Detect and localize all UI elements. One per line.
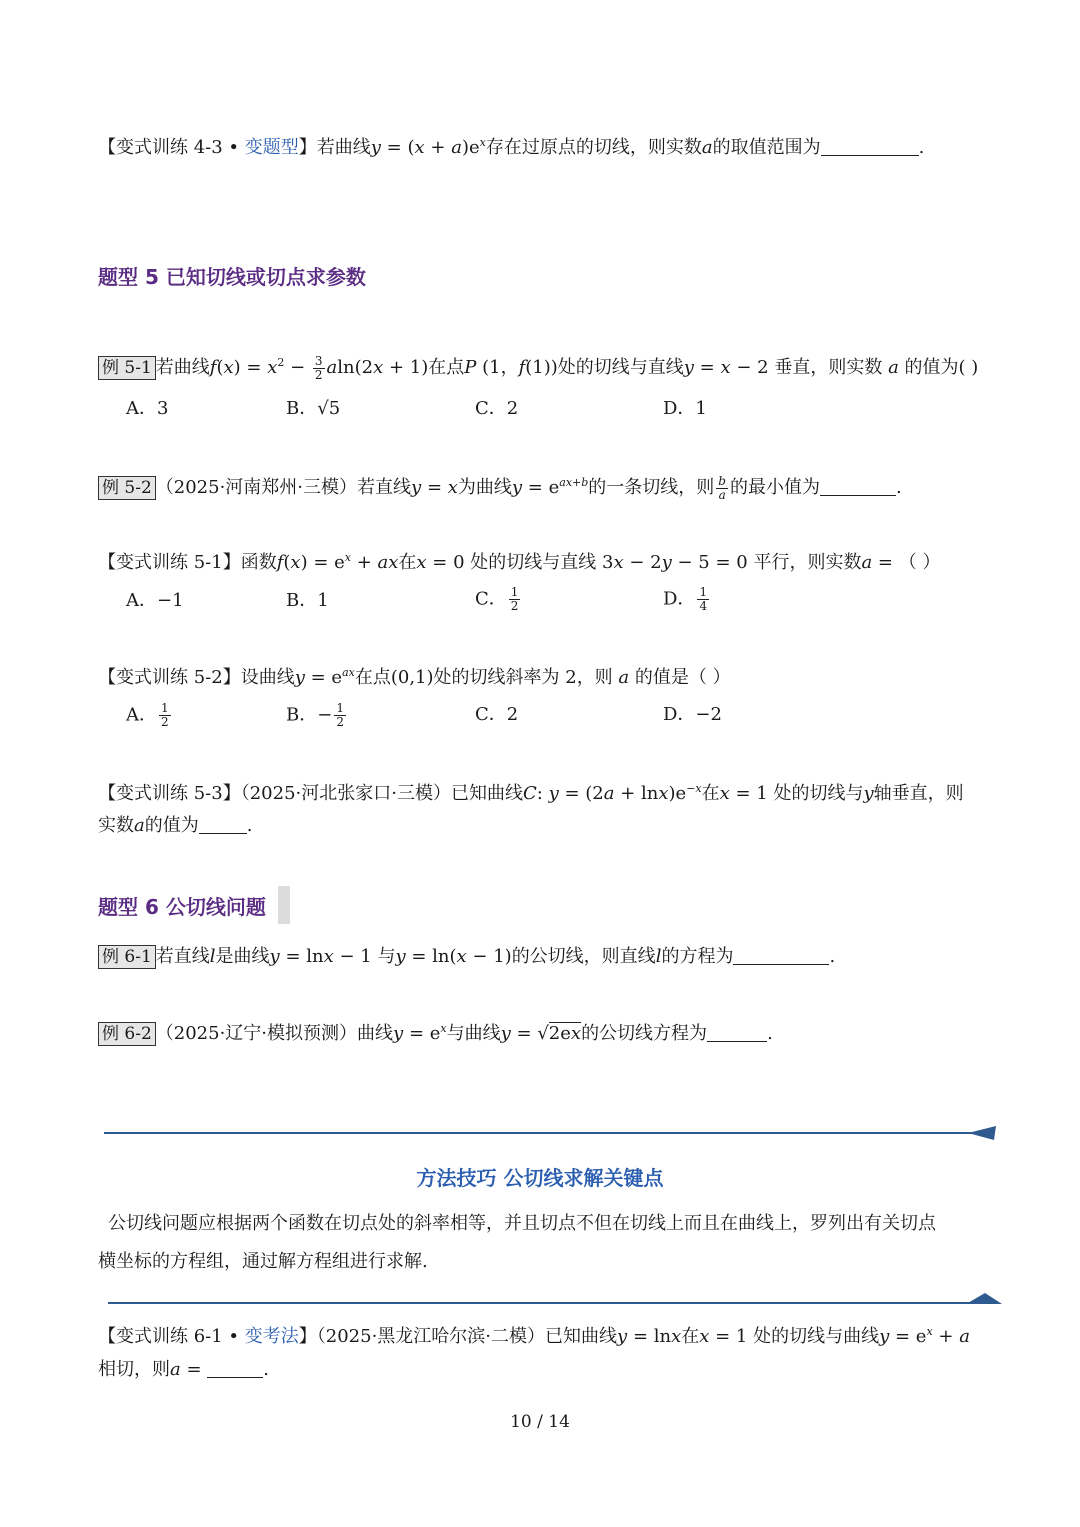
option-c: C．2 [475,398,519,419]
option-a: A． $\frac{1}{2}$ [126,701,169,729]
example-tag: 例 6-1 [98,945,156,969]
example-5-1: 例 5-1 若曲线$f(x) = x^2$ − $\frac{3}{2}$ aln(2x + 1)在点P (1，f(1))处的切线与直线y = x − 2 垂直，则实数 a 的值为( ) [98,350,978,382]
option-c: C．2 [475,704,519,725]
triangle-marker-icon [966,1292,1004,1306]
exercise-5-3-line2: 实数a的值为 . [98,815,253,836]
exercise-6-1: 【变式训练 6-1 • 变考法】（2025·黑龙江哈尔滨·二模）已知曲线y = lnx在x = 1 处的切线与曲线$y = e^x + a$ [98,1325,970,1347]
option-d: D．1 [663,398,707,419]
option-a: A．−1 [126,590,184,611]
exercise-6-1-line2: 相切，则a = . [98,1359,269,1380]
example-tag: 例 6-2 [98,1022,156,1046]
section-title: 题型 5 已知切线或切点求参数 [98,265,366,289]
heading-marker [278,886,290,924]
divider-bottom [108,1302,978,1304]
option-b: B．− $\frac{1}{2}$ [286,701,344,729]
example-6-2: 例 6-2 （2025·辽宁·模拟预测）曲线$y = e^x$与曲线y = √2ex的公切线方程为 . [98,1016,773,1047]
exercise-4-3: 【变式训练 4-3 • 变题型】若曲线$y = (x + a)e^x$存在过原点的切线，则实数a的取值范围为 . [98,136,925,158]
option-d: D．−2 [663,704,722,725]
answer-blank [707,1023,767,1042]
option-a: A．3 [126,398,169,419]
answer-blank [733,946,829,965]
option-b: B．√5 [286,398,341,419]
answer-blank [820,477,896,496]
exercise-5-1: 【变式训练 5-1】函数$f(x) = e^x$ + ax在x = 0 处的切线与直线 3x − 2y − 5 = 0 平行，则实数a = （ ） [98,551,941,573]
answer-blank [821,137,919,156]
example-5-2: 例 5-2 （2025·河南郑州·三模）若直线y = x为曲线$y = e^{ax+b}$的一条切线，则 $\frac{b}{a}$ 的最小值为 . [98,470,902,502]
section-title: 题型 6 公切线问题 [98,895,266,919]
option-d: D． $\frac{1}{4}$ [663,585,708,613]
example-tag: 例 5-1 [98,356,156,380]
divider-top [104,1132,974,1134]
exercise-5-2: 【变式训练 5-2】设曲线$y = e^{ax}$在点(0,1)处的切线斜率为 2，则 a 的值是（ ） [98,666,731,688]
exercise-tag: 变考法 [244,1326,299,1347]
example-6-1: 例 6-1 若直线l是曲线y = lnx − 1 与y = ln(x − 1)的公切线，则直线l的方程为 . [98,944,835,970]
method-title: 方法技巧 公切线求解关键点 [416,1166,664,1190]
method-text-line2: 横坐标的方程组，通过解方程组进行求解. [98,1251,428,1272]
example-tag: 例 5-2 [98,476,156,500]
answer-blank [199,815,247,834]
arrow-left-icon [968,1124,998,1142]
page-number: 10 / 14 [510,1412,570,1432]
exercise-tag: 变题型 [244,137,299,158]
answer-blank [207,1359,263,1378]
exercise-5-3: 【变式训练 5-3】（2025·河北张家口·三模）已知曲线C: $y = (2a + \ln x)e^{-x}$在x = 1 处的切线与y轴垂直，则 [98,782,964,804]
option-b: B．1 [286,590,329,611]
option-c: C． $\frac{1}{2}$ [475,585,519,613]
method-text-line1: 公切线问题应根据两个函数在切点处的斜率相等，并且切点不但在切线上而且在曲线上，罗列出有关切点 [108,1213,936,1234]
